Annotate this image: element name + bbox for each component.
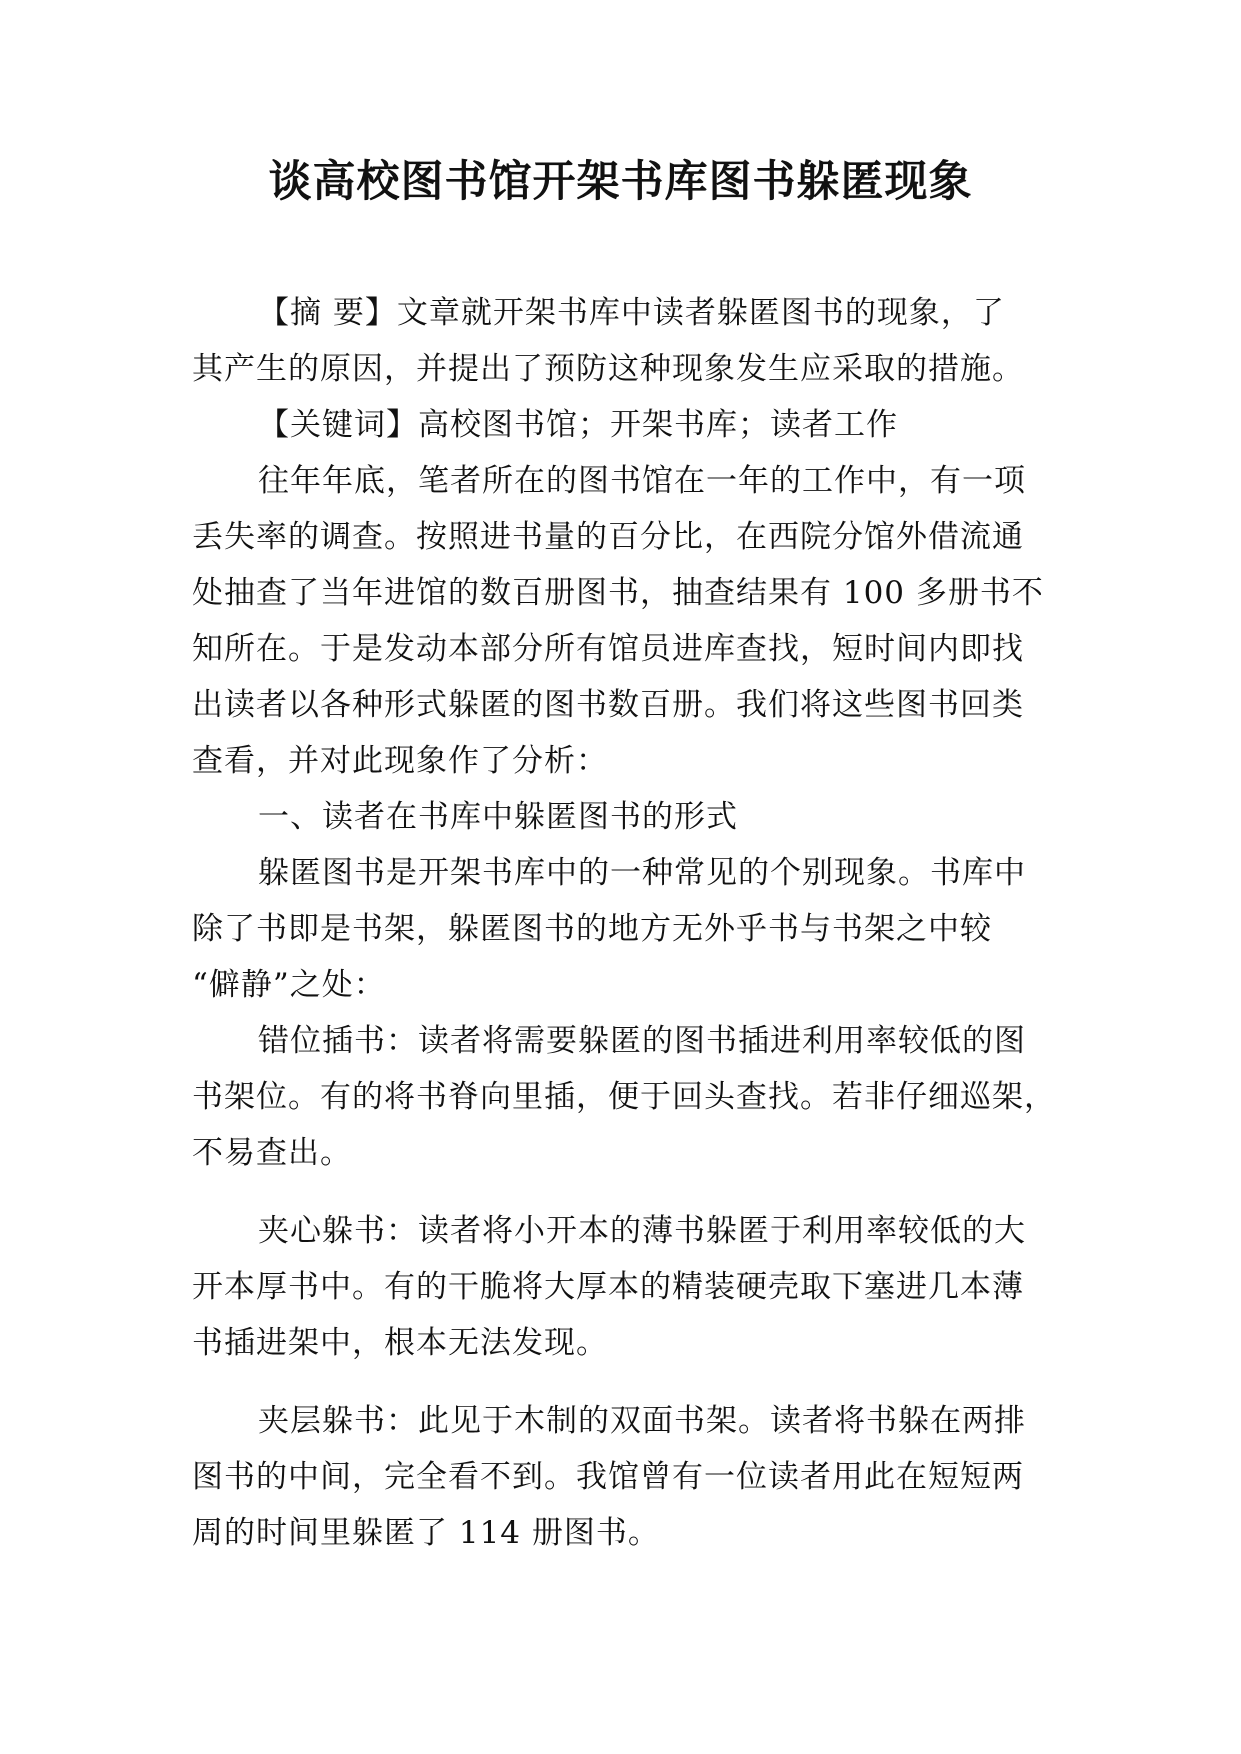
paragraph-line: 开本厚书中。有的干脆将大厚本的精装硬壳取下塞进几本薄 [192, 1269, 1024, 1305]
paragraph-line: 图书的中间，完全看不到。我馆曾有一位读者用此在短短两 [192, 1459, 1024, 1495]
paragraph-line: 出读者以各种形式躲匿的图书数百册。我们将这些图书回类 [192, 687, 1024, 723]
paragraph-line: “僻静”之处： [192, 967, 386, 1003]
abstract-line: 【摘 要】文章就开架书库中读者躲匿图书的现象，了 [258, 295, 1005, 331]
section-heading: 一、读者在书库中躲匿图书的形式 [258, 799, 738, 835]
paragraph-line: 书插进架中，根本无法发现。 [192, 1325, 608, 1361]
abstract-line: 其产生的原因，并提出了预防这种现象发生应采取的措施。 [192, 351, 1024, 387]
paragraph-line: 夹心躲书：读者将小开本的薄书躲匿于利用率较低的大 [258, 1213, 1026, 1249]
paragraph-line: 知所在。于是发动本部分所有馆员进库查找，短时间内即找 [192, 631, 1024, 667]
paragraph-line: 除了书即是书架，躲匿图书的地方无外乎书与书架之中较 [192, 911, 992, 947]
document-body [192, 285, 1056, 1561]
paragraph-line: 处抽查了当年进馆的数百册图书，抽查结果有 100 多册书不 [192, 575, 1044, 611]
paragraph-line: 躲匿图书是开架书库中的一种常见的个别现象。书库中 [258, 855, 1026, 891]
paragraph-line: 不易查出。 [192, 1135, 352, 1171]
paragraph-line: 丢失率的调查。按照进书量的百分比，在西院分馆外借流通 [192, 519, 1024, 555]
keywords-line: 【关键词】高校图书馆；开架书库；读者工作 [258, 407, 898, 443]
paragraph-line: 夹层躲书：此见于木制的双面书架。读者将书躲在两排 [258, 1403, 1026, 1439]
paragraph-line: 往年年底，笔者所在的图书馆在一年的工作中，有一项 [258, 463, 1026, 499]
paragraph-line: 错位插书：读者将需要躲匿的图书插进利用率较低的图 [258, 1023, 1026, 1059]
paragraph-line: 周的时间里躲匿了 114 册图书。 [192, 1515, 660, 1551]
document-title: 谈高校图书馆开架书库图书躲匿现象 [268, 157, 973, 207]
paragraph-line: 查看，并对此现象作了分析： [192, 743, 608, 779]
paragraph-line: 书架位。有的将书脊向里插，便于回头查找。若非仔细巡架， [192, 1079, 1056, 1115]
